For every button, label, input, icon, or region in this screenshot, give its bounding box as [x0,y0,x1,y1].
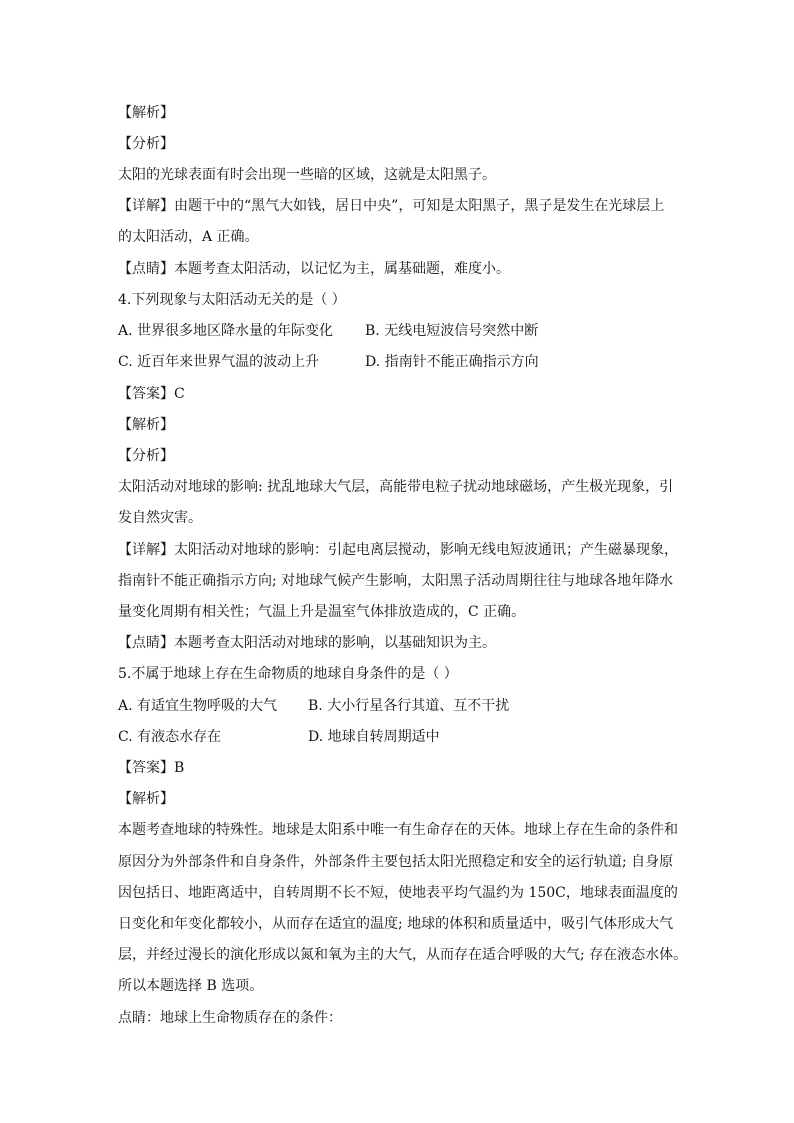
paragraph-line: 指南针不能正确指示方向; 对地球气候产生影响，太阳黑子活动周期往往与地球各地年降水 [118,573,674,589]
section-heading-fenxi: 【分析】 [118,448,174,464]
paragraph-line: 日变化和年变化都较小，从而存在适宜的温度; 地球的体积和质量适中，吸引气体形成大气 [118,916,674,932]
paragraph-line: 的太阳活动，A 正确。 [118,229,259,245]
paragraph-line: 点睛：地球上生命物质存在的条件： [118,1010,342,1026]
question-4-option-c: C. 近百年来世界气温的波动上升 [118,354,320,370]
question-4-stem: 4.下列现象与太阳活动无关的是（ ） [118,292,346,308]
paragraph-line: 太阳的光球表面有时会出现一些暗的区域，这就是太阳黑子。 [118,167,496,183]
question-5-option-b: B. 大小行星各行其道、互不干扰 [308,698,510,714]
paragraph-line: 【点睛】本题考查太阳活动，以记忆为主，属基础题，难度小。 [118,261,510,277]
section-heading-jiexi: 【解析】 [118,105,174,121]
section-heading-jiexi: 【解析】 [118,791,174,807]
section-heading-fenxi: 【分析】 [118,136,174,152]
paragraph-line: 太阳活动对地球的影响: 扰乱地球大气层，高能带电粒子扰动地球磁场，产生极光现象，引 [118,479,674,495]
paragraph-line: 本题考查地球的特殊性。地球是太阳系中唯一有生命存在的天体。地球上存在生命的条件和 [118,822,678,838]
question-4-option-b: B. 无线电短波信号突然中断 [365,323,539,339]
question-5-stem: 5.不属于地球上存在生命物质的地球自身条件的是（ ） [118,666,458,682]
question-4-option-d: D. 指南针不能正确指示方向 [365,354,539,370]
paragraph-line: 层，并经过漫长的演化形成以氮和氧为主的大气，从而存在适合呼吸的大气; 存在液态水体。 [118,947,688,963]
paragraph-line: 所以本题选择 B 选项。 [118,978,264,994]
question-5-option-c: C. 有液态水存在 [118,729,222,745]
paragraph-line: 【详解】由题干中的“黑气大如钱，居日中央”，可知是太阳黑子，黑子是发生在光球层上 [118,198,665,214]
question-4-option-a: A. 世界很多地区降水量的年际变化 [118,323,334,339]
paragraph-line: 量变化周期有相关性；气温上升是温室气体排放造成的，C 正确。 [118,604,526,620]
paragraph-line: 【详解】太阳活动对地球的影响：引起电离层搅动，影响无线电短波通讯；产生磁暴现象， [118,542,678,558]
paragraph-line: 【点睛】本题考查太阳活动对地球的影响，以基础知识为主。 [118,635,496,651]
section-heading-jiexi: 【解析】 [118,417,174,433]
paragraph-line: 发自然灾害。 [118,510,202,526]
question-5-option-a: A. 有适宜生物呼吸的大气 [118,698,278,714]
answer-line: 【答案】C [118,386,185,402]
paragraph-line: 原因分为外部条件和自身条件，外部条件主要包括太阳光照稳定和安全的运行轨道; 自身原 [118,854,674,870]
paragraph-line: 因包括日、地距离适中，自转周期不长不短，使地表平均气温约为 150C，地球表面温度的 [118,885,678,901]
question-5-option-d: D. 地球自转周期适中 [308,729,440,745]
answer-line: 【答案】B [118,760,185,776]
